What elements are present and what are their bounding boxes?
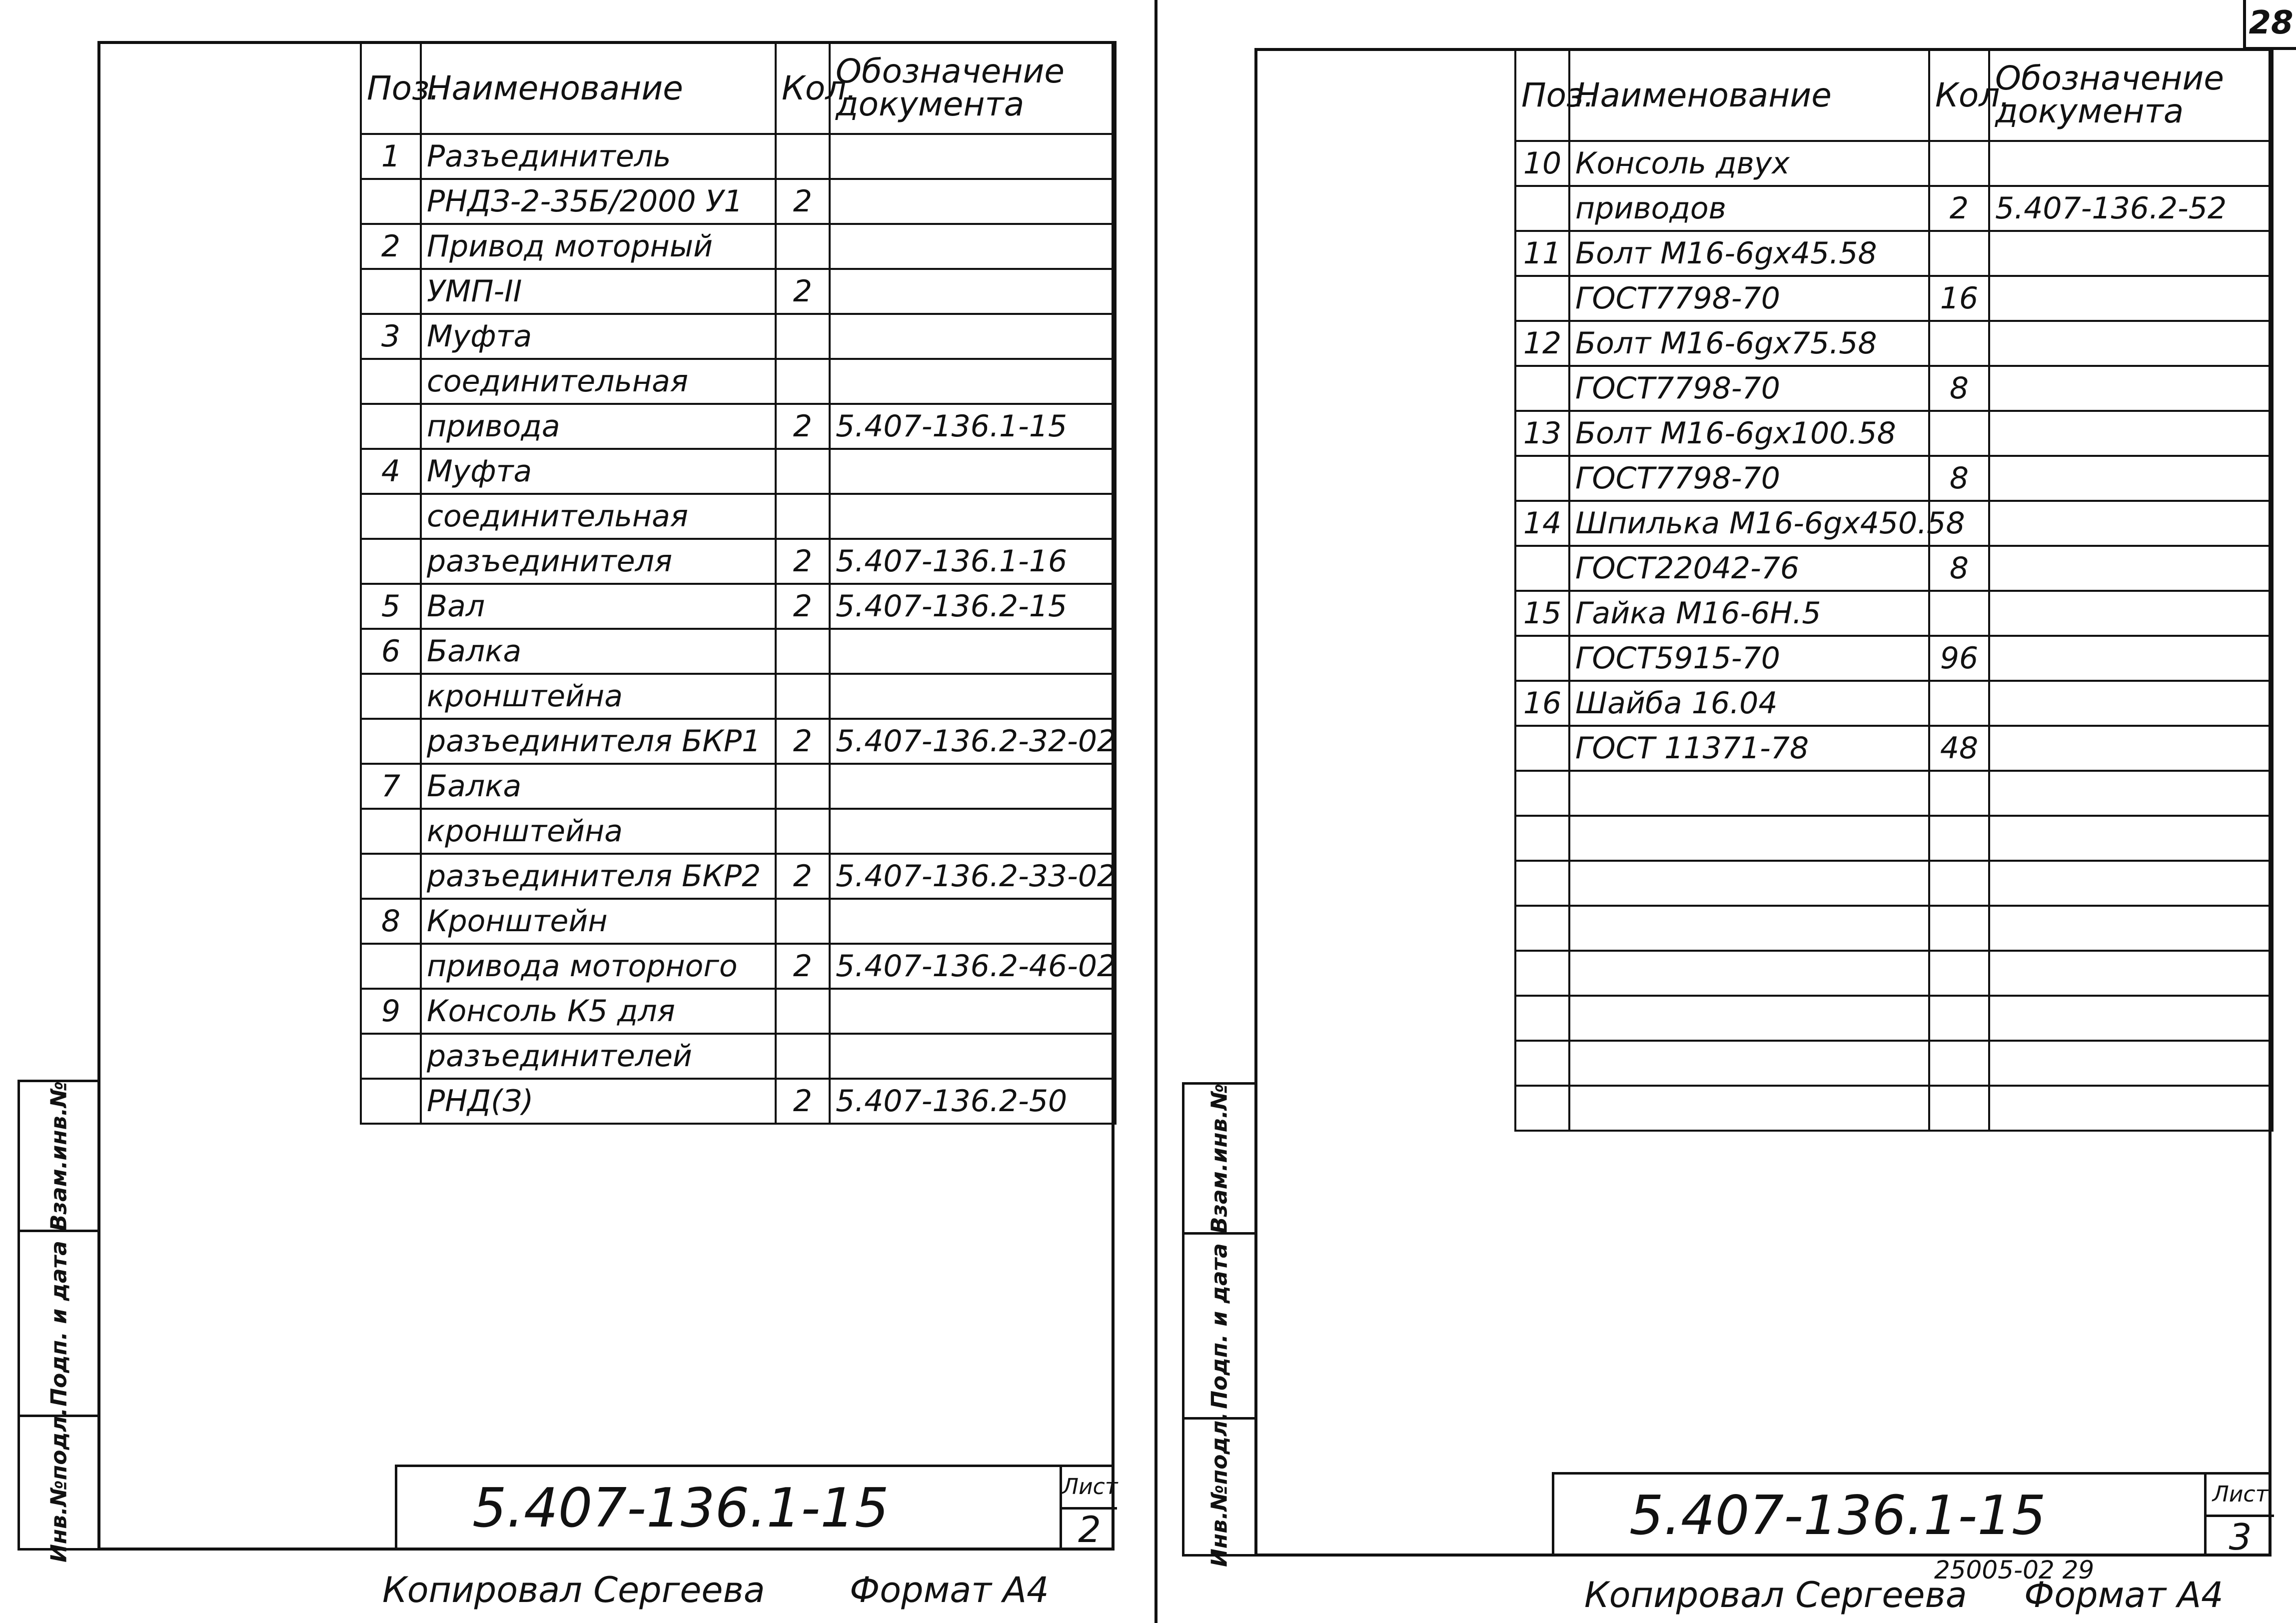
cell-doc bbox=[830, 1034, 1116, 1079]
cell-name bbox=[1569, 996, 1929, 1041]
table-row bbox=[1515, 366, 2273, 411]
cell-pos bbox=[361, 854, 421, 899]
cell-name bbox=[1569, 1041, 1929, 1086]
right-side-stamp bbox=[1182, 1082, 1257, 1567]
cell-pos: 7 bbox=[361, 764, 421, 809]
cell-pos: 12 bbox=[1515, 321, 1569, 366]
cell-name: Кронштейн bbox=[421, 899, 776, 944]
cell-name: соединительная bbox=[421, 359, 776, 404]
cell-qty bbox=[1929, 681, 1989, 726]
cell-qty: 2 bbox=[776, 1079, 830, 1124]
table-row bbox=[361, 539, 1116, 584]
cell-doc bbox=[830, 764, 1116, 809]
cell-pos bbox=[361, 404, 421, 449]
cell-pos bbox=[1515, 1041, 1569, 1086]
right-archive-number: 25005-02 29 bbox=[1934, 1556, 2095, 1585]
cell-name: разъединителя bbox=[421, 539, 776, 584]
cell-pos bbox=[361, 1079, 421, 1124]
table-row bbox=[361, 584, 1116, 629]
left-sheet-box bbox=[1060, 1467, 1118, 1551]
cell-pos bbox=[1515, 906, 1569, 951]
table-row bbox=[361, 494, 1116, 539]
table-row bbox=[361, 449, 1116, 494]
cell-qty: 2 bbox=[776, 539, 830, 584]
cell-name: РНД(З) bbox=[421, 1079, 776, 1124]
left-spec-table bbox=[360, 41, 1117, 1125]
cell-pos bbox=[361, 1034, 421, 1079]
cell-name: разъединителя БКР2 bbox=[421, 854, 776, 899]
cell-qty bbox=[1929, 321, 1989, 366]
side-cell-signature bbox=[20, 1232, 97, 1417]
cell-qty bbox=[776, 314, 830, 359]
cell-name: соединительная bbox=[421, 494, 776, 539]
cell-qty bbox=[776, 494, 830, 539]
right-doc-code: 5.407-136.1-15 bbox=[1629, 1485, 2046, 1547]
cell-pos bbox=[361, 539, 421, 584]
cell-qty: 2 bbox=[776, 584, 830, 629]
cell-name: приводов bbox=[1569, 186, 1929, 231]
cell-qty bbox=[776, 809, 830, 854]
cell-doc bbox=[1989, 636, 2273, 681]
page-number-box bbox=[2243, 0, 2296, 50]
cell-doc bbox=[830, 989, 1116, 1034]
fold-divider bbox=[1154, 0, 1157, 1623]
right-side-label-signature: Подп. и дата bbox=[1206, 1243, 1232, 1409]
left-sheet-label: Лист bbox=[1062, 1467, 1117, 1510]
table-row bbox=[1515, 1041, 2273, 1086]
table-row bbox=[1515, 411, 2273, 456]
header-pos: Поз. bbox=[361, 42, 421, 134]
cell-name: Муфта bbox=[421, 449, 776, 494]
table-row bbox=[1515, 591, 2273, 636]
header-name: Наименование bbox=[1569, 49, 1929, 141]
table-row bbox=[361, 314, 1116, 359]
cell-name: Балка bbox=[421, 764, 776, 809]
cell-doc bbox=[1989, 906, 2273, 951]
cell-name: Балка bbox=[421, 629, 776, 674]
cell-qty bbox=[776, 629, 830, 674]
table-row bbox=[361, 629, 1116, 674]
cell-pos bbox=[361, 179, 421, 224]
cell-qty bbox=[1929, 231, 1989, 276]
cell-qty bbox=[1929, 411, 1989, 456]
cell-pos: 13 bbox=[1515, 411, 1569, 456]
cell-pos: 1 bbox=[361, 134, 421, 179]
right-side-label-original-inv: Инв.№подл. bbox=[1206, 1412, 1232, 1567]
cell-name: Привод моторный bbox=[421, 224, 776, 269]
cell-name: разъединителей bbox=[421, 1034, 776, 1079]
table-row bbox=[361, 179, 1116, 224]
cell-qty bbox=[776, 764, 830, 809]
table-header-row bbox=[361, 42, 1116, 134]
cell-doc bbox=[1989, 231, 2273, 276]
cell-qty: 2 bbox=[776, 719, 830, 764]
table-header-row bbox=[1515, 49, 2273, 141]
cell-name: ГОСТ22042-76 bbox=[1569, 546, 1929, 591]
table-row bbox=[1515, 456, 2273, 501]
cell-qty bbox=[776, 1034, 830, 1079]
cell-doc bbox=[1989, 1086, 2273, 1131]
cell-qty: 8 bbox=[1929, 546, 1989, 591]
cell-qty bbox=[776, 134, 830, 179]
cell-qty: 2 bbox=[776, 944, 830, 989]
table-row bbox=[361, 359, 1116, 404]
cell-name: Болт М16-6gх100.58 bbox=[1569, 411, 1929, 456]
cell-qty bbox=[776, 359, 830, 404]
header-name: Наименование bbox=[421, 42, 776, 134]
cell-pos: 2 bbox=[361, 224, 421, 269]
table-row bbox=[1515, 636, 2273, 681]
table-row bbox=[361, 764, 1116, 809]
cell-qty: 8 bbox=[1929, 456, 1989, 501]
cell-qty bbox=[1929, 591, 1989, 636]
cell-doc bbox=[1989, 996, 2273, 1041]
left-sheet-number: 2 bbox=[1078, 1509, 1101, 1551]
table-row bbox=[361, 134, 1116, 179]
cell-pos bbox=[1515, 456, 1569, 501]
cell-pos bbox=[1515, 951, 1569, 996]
table-row bbox=[361, 224, 1116, 269]
table-row bbox=[1515, 276, 2273, 321]
cell-name: Болт М16-6gх45.58 bbox=[1569, 231, 1929, 276]
cell-doc bbox=[1989, 411, 2273, 456]
table-row bbox=[1515, 141, 2273, 186]
cell-name: ГОСТ7798-70 bbox=[1569, 456, 1929, 501]
cell-doc bbox=[1989, 681, 2273, 726]
cell-doc: 5.407-136.2-52 bbox=[1989, 186, 2273, 231]
cell-doc bbox=[1989, 951, 2273, 996]
table-row bbox=[1515, 501, 2273, 546]
right-sheet-box bbox=[2204, 1475, 2274, 1558]
cell-doc bbox=[1989, 771, 2273, 816]
cell-pos bbox=[1515, 636, 1569, 681]
cell-doc bbox=[1989, 501, 2273, 546]
table-row bbox=[1515, 951, 2273, 996]
cell-name: Шпилька М16-6gх450.58 bbox=[1569, 501, 1929, 546]
cell-doc bbox=[1989, 456, 2273, 501]
cell-name: Шайба 16.04 bbox=[1569, 681, 1929, 726]
table-row bbox=[361, 719, 1116, 764]
cell-pos bbox=[1515, 546, 1569, 591]
cell-name: ГОСТ 11371-78 bbox=[1569, 726, 1929, 771]
cell-name bbox=[1569, 1086, 1929, 1131]
cell-qty bbox=[1929, 861, 1989, 906]
cell-pos bbox=[1515, 726, 1569, 771]
table-row bbox=[1515, 726, 2273, 771]
table-row bbox=[1515, 681, 2273, 726]
cell-pos bbox=[1515, 1086, 1569, 1131]
cell-qty bbox=[776, 674, 830, 719]
cell-pos bbox=[1515, 276, 1569, 321]
cell-qty: 16 bbox=[1929, 276, 1989, 321]
cell-name: УМП-II bbox=[421, 269, 776, 314]
side-cell-replace-inv bbox=[20, 1082, 97, 1232]
table-row bbox=[361, 269, 1116, 314]
cell-doc bbox=[1989, 1041, 2273, 1086]
cell-doc bbox=[1989, 276, 2273, 321]
cell-doc bbox=[830, 359, 1116, 404]
cell-qty: 8 bbox=[1929, 366, 1989, 411]
table-row bbox=[361, 1034, 1116, 1079]
right-side-cell-signature bbox=[1184, 1235, 1254, 1420]
cell-qty bbox=[776, 224, 830, 269]
cell-name: Разъединитель bbox=[421, 134, 776, 179]
table-row bbox=[361, 944, 1116, 989]
cell-qty bbox=[1929, 1041, 1989, 1086]
cell-name: привода моторного bbox=[421, 944, 776, 989]
cell-qty: 48 bbox=[1929, 726, 1989, 771]
header-qty: Кол. bbox=[776, 42, 830, 134]
side-cell-original-inv bbox=[20, 1408, 97, 1563]
cell-doc bbox=[1989, 321, 2273, 366]
cell-doc: 5.407-136.1-16 bbox=[830, 539, 1116, 584]
cell-name: ГОСТ7798-70 bbox=[1569, 276, 1929, 321]
left-doc-code: 5.407-136.1-15 bbox=[472, 1477, 889, 1540]
cell-pos bbox=[1515, 771, 1569, 816]
right-spec-table bbox=[1514, 48, 2274, 1132]
cell-pos: 14 bbox=[1515, 501, 1569, 546]
cell-doc: 5.407-136.2-46-02 bbox=[830, 944, 1116, 989]
cell-pos bbox=[361, 674, 421, 719]
cell-name bbox=[1569, 861, 1929, 906]
right-sheet-label: Лист bbox=[2207, 1475, 2274, 1517]
cell-pos: 11 bbox=[1515, 231, 1569, 276]
left-footer-format: Формат А4 bbox=[850, 1570, 1049, 1611]
cell-name: Муфта bbox=[421, 314, 776, 359]
table-row bbox=[1515, 996, 2273, 1041]
table-row bbox=[1515, 816, 2273, 861]
cell-name: РНДЗ-2-35Б/2000 У1 bbox=[421, 179, 776, 224]
cell-qty: 2 bbox=[776, 854, 830, 899]
table-row bbox=[361, 404, 1116, 449]
cell-pos bbox=[1515, 861, 1569, 906]
table-row bbox=[361, 674, 1116, 719]
cell-qty bbox=[776, 449, 830, 494]
cell-pos: 3 bbox=[361, 314, 421, 359]
table-row bbox=[1515, 861, 2273, 906]
cell-pos bbox=[361, 719, 421, 764]
cell-pos: 5 bbox=[361, 584, 421, 629]
cell-qty bbox=[1929, 996, 1989, 1041]
cell-pos: 6 bbox=[361, 629, 421, 674]
cell-doc bbox=[830, 629, 1116, 674]
cell-pos bbox=[361, 809, 421, 854]
cell-pos: 15 bbox=[1515, 591, 1569, 636]
cell-pos: 9 bbox=[361, 989, 421, 1034]
right-side-cell-original-inv bbox=[1184, 1412, 1254, 1567]
cell-name: Консоль К5 для bbox=[421, 989, 776, 1034]
cell-qty bbox=[776, 989, 830, 1034]
right-side-cell-replace-inv bbox=[1184, 1085, 1254, 1235]
table-row bbox=[1515, 186, 2273, 231]
cell-qty bbox=[1929, 906, 1989, 951]
cell-name: разъединителя БКР1 bbox=[421, 719, 776, 764]
header-qty: Кол. bbox=[1929, 49, 1989, 141]
left-footer-copied: Копировал Сергеева bbox=[382, 1570, 765, 1611]
cell-doc bbox=[830, 674, 1116, 719]
cell-name: Болт М16-6gх75.58 bbox=[1569, 321, 1929, 366]
cell-pos: 10 bbox=[1515, 141, 1569, 186]
cell-doc bbox=[830, 134, 1116, 179]
cell-doc bbox=[1989, 366, 2273, 411]
table-row bbox=[361, 899, 1116, 944]
cell-qty bbox=[776, 899, 830, 944]
left-title-block bbox=[395, 1465, 1118, 1551]
left-side-stamp bbox=[17, 1080, 100, 1563]
header-doc: Обозначение документа bbox=[830, 42, 1116, 134]
cell-pos: 16 bbox=[1515, 681, 1569, 726]
cell-name: Гайка М16-6Н.5 bbox=[1569, 591, 1929, 636]
cell-qty bbox=[1929, 1086, 1989, 1131]
cell-doc bbox=[1989, 861, 2273, 906]
table-row bbox=[361, 854, 1116, 899]
cell-doc: 5.407-136.2-32-02 bbox=[830, 719, 1116, 764]
cell-pos: 8 bbox=[361, 899, 421, 944]
cell-qty: 2 bbox=[776, 404, 830, 449]
right-footer-format: Формат А4 bbox=[2024, 1575, 2224, 1616]
cell-doc bbox=[1989, 546, 2273, 591]
cell-doc bbox=[830, 899, 1116, 944]
table-row bbox=[1515, 906, 2273, 951]
cell-name: Вал bbox=[421, 584, 776, 629]
cell-doc bbox=[1989, 816, 2273, 861]
cell-name: кронштейна bbox=[421, 809, 776, 854]
header-doc: Обозначение документа bbox=[1989, 49, 2273, 141]
table-row bbox=[1515, 771, 2273, 816]
cell-name bbox=[1569, 816, 1929, 861]
table-row bbox=[361, 809, 1116, 854]
right-sheet-number: 3 bbox=[2229, 1516, 2252, 1558]
table-row bbox=[1515, 231, 2273, 276]
right-footer-copied: Копировал Сергеева bbox=[1584, 1575, 1967, 1616]
side-label-original-inv: Инв.№подл. bbox=[46, 1408, 71, 1563]
cell-pos bbox=[1515, 366, 1569, 411]
cell-pos bbox=[1515, 996, 1569, 1041]
side-label-signature: Подп. и дата bbox=[46, 1240, 71, 1407]
cell-doc bbox=[830, 224, 1116, 269]
cell-name bbox=[1569, 951, 1929, 996]
cell-pos bbox=[361, 944, 421, 989]
cell-name: ГОСТ5915-70 bbox=[1569, 636, 1929, 681]
cell-doc: 5.407-136.2-15 bbox=[830, 584, 1116, 629]
cell-doc bbox=[830, 494, 1116, 539]
cell-qty bbox=[1929, 951, 1989, 996]
cell-pos bbox=[361, 359, 421, 404]
cell-qty: 96 bbox=[1929, 636, 1989, 681]
header-pos: Поз. bbox=[1515, 49, 1569, 141]
cell-name bbox=[1569, 771, 1929, 816]
cell-qty bbox=[1929, 816, 1989, 861]
cell-pos bbox=[1515, 816, 1569, 861]
cell-name: Консоль двух bbox=[1569, 141, 1929, 186]
cell-qty: 2 bbox=[1929, 186, 1989, 231]
cell-name: ГОСТ7798-70 bbox=[1569, 366, 1929, 411]
cell-doc bbox=[1989, 591, 2273, 636]
cell-qty bbox=[1929, 771, 1989, 816]
cell-name: кронштейна bbox=[421, 674, 776, 719]
cell-qty: 2 bbox=[776, 269, 830, 314]
cell-qty: 2 bbox=[776, 179, 830, 224]
cell-pos bbox=[361, 269, 421, 314]
table-row bbox=[1515, 321, 2273, 366]
cell-doc bbox=[830, 314, 1116, 359]
cell-name: привода bbox=[421, 404, 776, 449]
side-label-replace-inv: Взам.инв.№ bbox=[46, 1081, 71, 1231]
cell-doc bbox=[1989, 141, 2273, 186]
cell-pos: 4 bbox=[361, 449, 421, 494]
right-side-label-replace-inv: Взам.инв.№ bbox=[1206, 1083, 1232, 1234]
cell-pos bbox=[1515, 186, 1569, 231]
cell-doc bbox=[830, 809, 1116, 854]
table-row bbox=[1515, 546, 2273, 591]
page-number: 28 bbox=[2249, 4, 2294, 41]
table-row bbox=[361, 989, 1116, 1034]
cell-qty bbox=[1929, 141, 1989, 186]
table-row bbox=[1515, 1086, 2273, 1131]
cell-doc: 5.407-136.1-15 bbox=[830, 404, 1116, 449]
table-row bbox=[361, 1079, 1116, 1124]
right-title-block bbox=[1552, 1472, 2272, 1557]
cell-doc bbox=[830, 179, 1116, 224]
cell-doc bbox=[1989, 726, 2273, 771]
cell-doc: 5.407-136.2-50 bbox=[830, 1079, 1116, 1124]
cell-doc bbox=[830, 449, 1116, 494]
cell-doc bbox=[830, 269, 1116, 314]
cell-pos bbox=[361, 494, 421, 539]
cell-name bbox=[1569, 906, 1929, 951]
cell-doc: 5.407-136.2-33-02 bbox=[830, 854, 1116, 899]
